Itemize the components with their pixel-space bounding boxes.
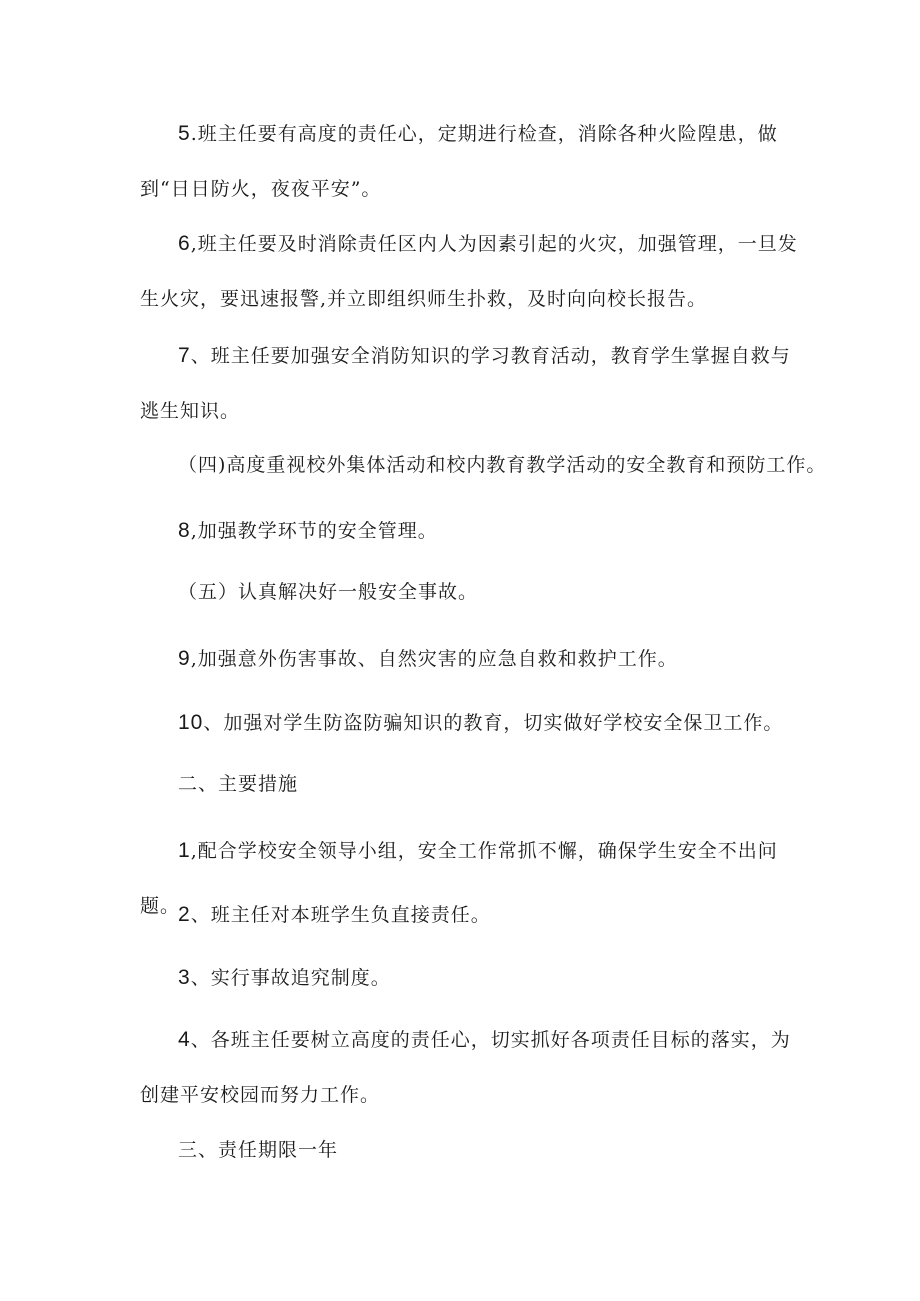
paragraph-text: 、各班主任要树立高度的责任心，切实抓好各项责任目标的落实，为创建平安校园而努力工作。 <box>140 1029 791 1106</box>
paragraph-text: ,加强教学环节的安全管理。 <box>190 520 438 542</box>
paragraph-text: 、班主任要加强安全消防知识的学习教育活动，教育学生掌握自救与逃生知识。 <box>140 345 791 422</box>
item-number: 10 <box>178 711 204 734</box>
paragraph-text: 、实行事故追究制度。 <box>190 967 391 989</box>
paragraph-text: （五）认真解决好一般安全事故。 <box>178 581 479 603</box>
paragraph-item-6 <box>140 216 800 327</box>
item-number: 6 <box>178 232 191 255</box>
paragraph-text: 、班主任对本班学生负直接责任。 <box>190 904 491 926</box>
item-number: 2 <box>178 903 191 926</box>
section-heading-term <box>140 1123 800 1178</box>
section-heading-five <box>140 565 800 620</box>
paragraph-text: 、加强对学生防盗防骗知识的教育，切实做好学校安全保卫工作。 <box>203 712 784 734</box>
paragraph-text: .班主任要有高度的责任心，定期进行检查，消除各种火险隍患，做到“日日防火，夜夜平安”。 <box>140 123 778 200</box>
item-number: 7 <box>178 344 191 367</box>
item-number: 1 <box>178 839 191 862</box>
item-number: 5 <box>178 122 191 145</box>
paragraph-text: ,配合学校安全领导小组，安全工作常抓不懈，确保学生安全不出问题。 <box>140 840 778 917</box>
item-number: 4 <box>178 1028 191 1051</box>
section-heading-four <box>140 438 840 493</box>
item-number: 9 <box>178 647 191 670</box>
paragraph-text: 二、主要措施 <box>178 773 299 795</box>
item-number: 3 <box>178 966 191 989</box>
paragraph-text: （四)高度重视校外集体活动和校内教育教学活动的安全教育和预防工作。 <box>178 454 827 476</box>
paragraph-item-5 <box>140 106 800 217</box>
paragraph-text: 三、责任期限一年 <box>178 1139 339 1161</box>
paragraph-text: ,加强意外伤害事故、自然灾害的应急自救和救护工作。 <box>190 648 678 670</box>
paragraph-item-8 <box>140 503 800 559</box>
measure-item-2 <box>140 887 800 943</box>
paragraph-item-9 <box>140 631 800 687</box>
measure-item-3 <box>140 950 800 1006</box>
measure-item-4 <box>140 1012 800 1123</box>
item-number: 8 <box>178 519 191 542</box>
paragraph-item-7 <box>140 328 800 439</box>
paragraph-item-10 <box>140 695 800 751</box>
paragraph-text: ,班主任要及时消除责任区内人为因素引起的火灾，加强管理，一旦发生火灾，要迅速报警,并立即组织师生扑救，及时向向校长报告。 <box>140 233 798 310</box>
section-heading-main-measures <box>140 757 800 812</box>
